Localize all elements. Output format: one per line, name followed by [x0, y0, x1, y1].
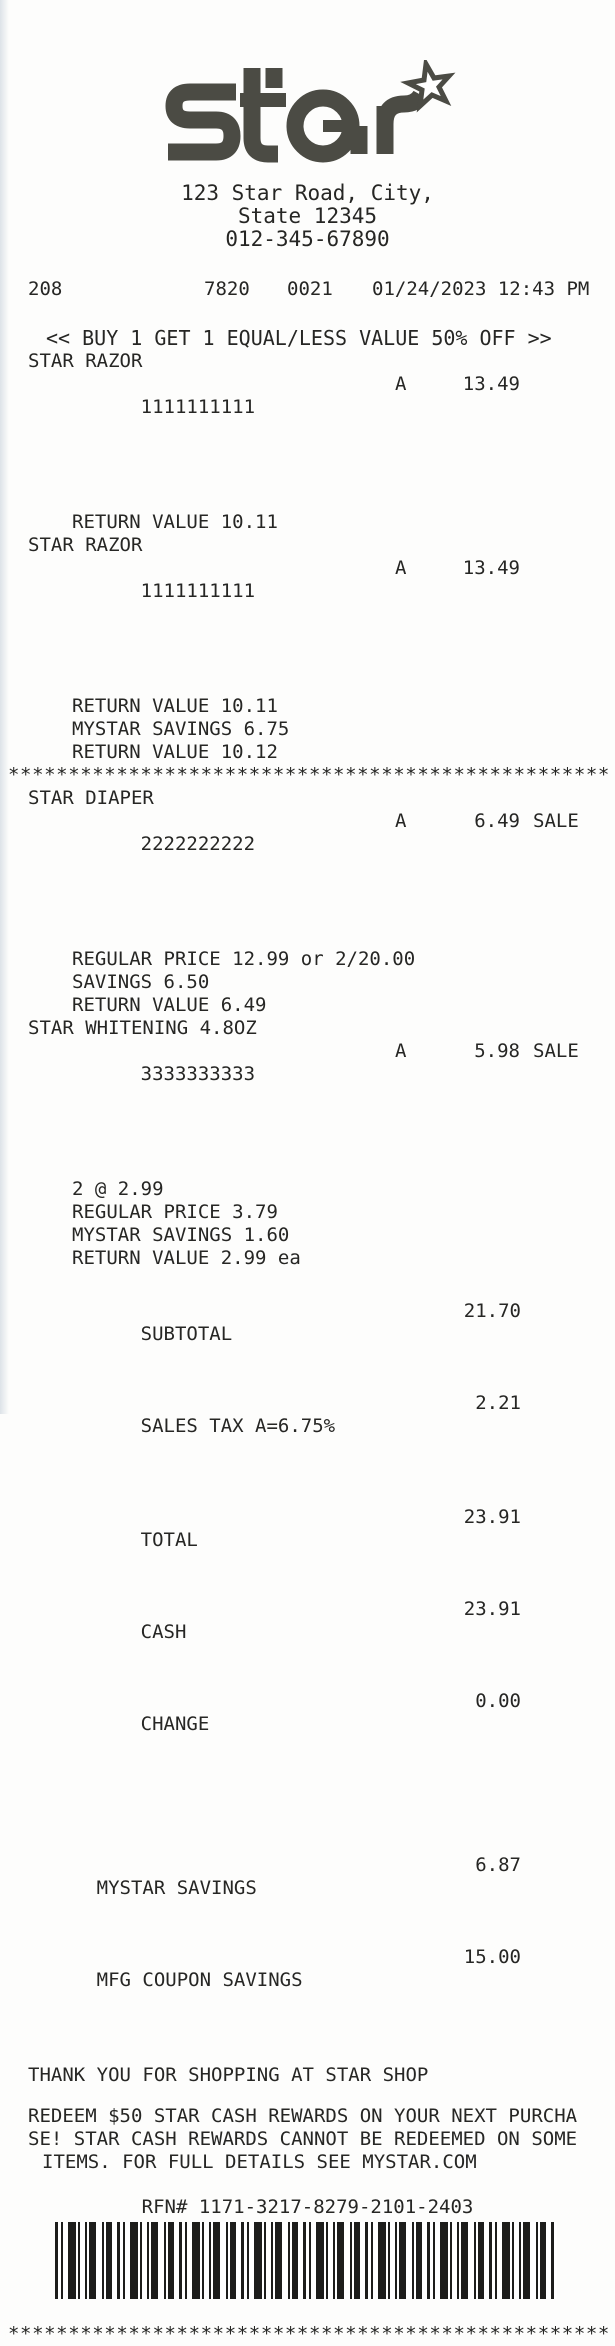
- store-address: [0, 182, 615, 251]
- item-detail: RETURN VALUE 10.11: [72, 695, 278, 717]
- item-name: STAR DIAPER: [28, 787, 154, 809]
- change-value: 0.00: [475, 1690, 521, 1712]
- change-label: CHANGE: [140, 1713, 210, 1735]
- item-code: 3333333333: [140, 1063, 256, 1085]
- cash-value: 23.91: [463, 1598, 521, 1620]
- totals-block: [0, 1300, 615, 1484]
- item-price: 5.98: [474, 1040, 520, 1062]
- cash-label: CASH: [140, 1621, 187, 1643]
- item-code-row: [0, 810, 615, 948]
- item-detail: 2 @ 2.99: [72, 1178, 164, 1200]
- mystar-savings-label: MYSTAR SAVINGS: [96, 1877, 257, 1899]
- mfg-coupon-savings-value: 15.00: [463, 1946, 521, 1968]
- rewards-message-line: ITEMS. FOR FULL DETAILS SEE MYSTAR.COM: [42, 2151, 477, 2173]
- cash-row: [0, 1598, 615, 1690]
- rewards-message-line: SE! STAR CASH REWARDS CANNOT BE REDEEMED ON SOME: [28, 2128, 578, 2150]
- logo-letter-r-arm: [385, 95, 421, 124]
- mystar-savings-row: [0, 1854, 615, 1946]
- address-line-2: State 12345: [237, 204, 378, 228]
- item-price: 13.49: [462, 373, 520, 395]
- transaction-info-row: [0, 278, 615, 301]
- total-row: [0, 1506, 615, 1598]
- rewards-message: [0, 2105, 615, 2174]
- line-item: [0, 534, 615, 764]
- item-detail: REGULAR PRICE 12.99 or 2/20.00: [72, 948, 416, 970]
- sales-tax-label: SALES TAX A=6.75%: [140, 1415, 336, 1437]
- item-tax-code: A: [395, 810, 407, 832]
- transaction-number: 0021: [287, 278, 333, 300]
- rfn-number: RFN# 1171-3217-8279-2101-2403: [141, 2196, 474, 2218]
- subtotal-label: SUBTOTAL: [140, 1323, 233, 1345]
- line-item: [0, 350, 615, 534]
- item-detail: RETURN VALUE 6.49: [72, 994, 267, 1016]
- transaction-datetime: 01/24/2023 12:43 PM: [372, 278, 590, 300]
- sales-tax-value: 2.21: [475, 1392, 521, 1414]
- barcode: [55, 2222, 557, 2299]
- total-label: TOTAL: [140, 1529, 198, 1551]
- register-number: 208: [28, 278, 63, 300]
- thank-you-message: THANK YOU FOR SHOPPING AT STAR SHOP: [28, 2064, 429, 2086]
- item-tax-code: A: [395, 557, 407, 579]
- item-detail: MYSTAR SAVINGS 6.75: [72, 718, 290, 740]
- item-price: 6.49: [474, 810, 520, 832]
- item-detail: RETURN VALUE 10.11: [72, 511, 278, 533]
- item-code: 1111111111: [140, 396, 256, 418]
- logo-letter-s: [168, 92, 236, 152]
- item-detail: RETURN VALUE 2.99 ea: [72, 1247, 301, 1269]
- address-line-1: 123 Star Road, City,: [181, 181, 434, 205]
- line-item: [0, 787, 615, 1017]
- item-detail: RETURN VALUE 10.12: [72, 741, 278, 763]
- mfg-coupon-savings-label: MFG COUPON SAVINGS: [96, 1969, 303, 1991]
- total-value: 23.91: [463, 1506, 521, 1528]
- line-item: [0, 1017, 615, 1270]
- store-phone: 012-345-67890: [225, 227, 390, 251]
- payment-block: [0, 1506, 615, 1782]
- item-tax-code: A: [395, 373, 407, 395]
- star-logo-graphic: [158, 60, 458, 174]
- item-name: STAR RAZOR: [28, 350, 143, 372]
- mfg-coupon-savings-row: [0, 1946, 615, 2038]
- bottom-separator: **************************************************: [8, 2323, 610, 2345]
- item-detail: MYSTAR SAVINGS 1.60: [72, 1224, 290, 1246]
- subtotal-row: [0, 1300, 615, 1392]
- rewards-message-line: REDEEM $50 STAR CASH REWARDS ON YOUR NEXT PURCHA: [28, 2105, 578, 2127]
- mystar-savings-value: 6.87: [475, 1854, 521, 1876]
- item-tax-code: A: [395, 1040, 407, 1062]
- item-sale-flag: SALE: [533, 810, 579, 832]
- item-price: 13.49: [462, 557, 520, 579]
- item-name: STAR RAZOR: [28, 534, 143, 556]
- promo-banner: << BUY 1 GET 1 EQUAL/LESS VALUE 50% OFF >>: [46, 326, 552, 350]
- item-code: 1111111111: [140, 580, 256, 602]
- item-detail: SAVINGS 6.50: [72, 971, 210, 993]
- item-code-row: [0, 373, 615, 511]
- savings-block: [0, 1854, 615, 2038]
- item-code-row: [0, 557, 615, 695]
- store-number: 7820: [204, 278, 250, 300]
- store-logo: [0, 0, 615, 174]
- item-code: 2222222222: [140, 833, 256, 855]
- item-detail: REGULAR PRICE 3.79: [72, 1201, 278, 1223]
- sales-tax-row: [0, 1392, 615, 1484]
- item-sale-flag: SALE: [533, 1040, 579, 1062]
- subtotal-value: 21.70: [463, 1300, 521, 1322]
- item-code-row: [0, 1040, 615, 1178]
- change-row: [0, 1690, 615, 1782]
- item-name: STAR WHITENING 4.8OZ: [28, 1017, 257, 1039]
- section-separator: **************************************************: [8, 764, 610, 786]
